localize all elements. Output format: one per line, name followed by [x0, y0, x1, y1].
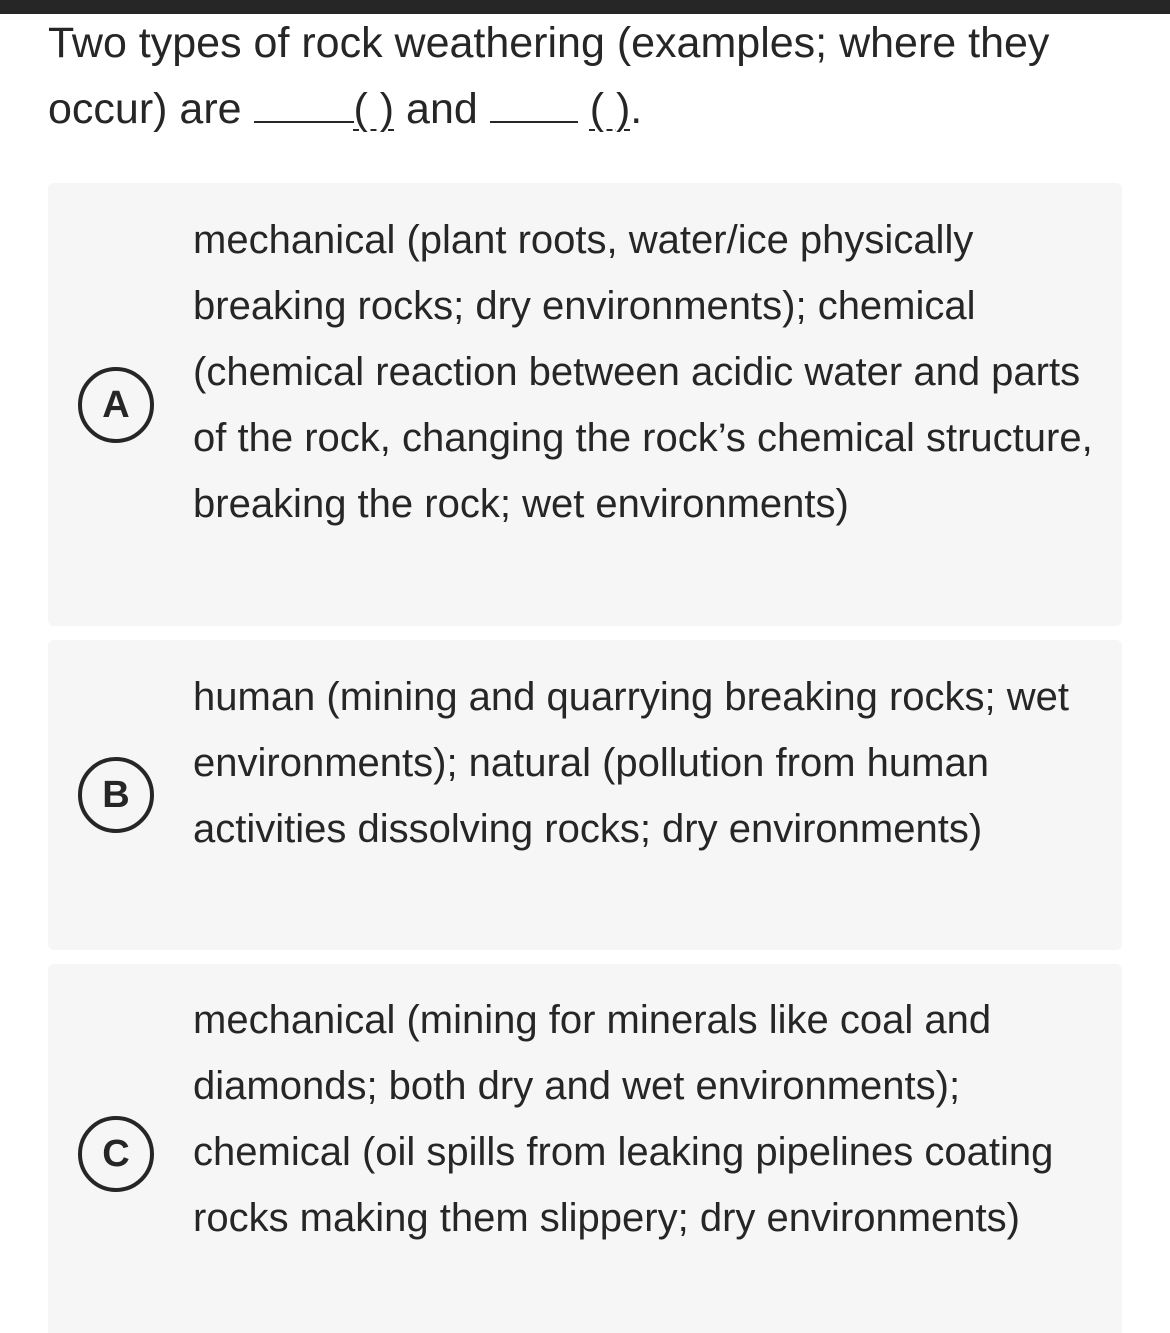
blank-2-paren: ( ) [589, 85, 631, 133]
blank-1-paren: ( ) [353, 85, 395, 133]
blank-2 [490, 91, 578, 123]
answer-option-c[interactable] [48, 964, 1122, 1333]
blank-1 [254, 91, 354, 123]
answer-option-a[interactable] [48, 183, 1122, 626]
question-mid: and [394, 85, 490, 133]
option-b-letter-badge: B [78, 757, 154, 833]
question-text [48, 10, 1138, 142]
option-c-text: mechanical (mining for minerals like coal and diamonds; both dry and wet environments); chemical (oil spills from leaking pipelines coating rocks making them slippery; dry environments) [193, 998, 1054, 1240]
question-part1: Two types of rock weathering (examples; where they occur) are [48, 19, 1050, 133]
option-a-letter-badge: A [78, 367, 154, 443]
question-end: . [630, 85, 643, 133]
option-a-text: mechanical (plant roots, water/ice physically breaking rocks; dry environments); chemical (chemical reaction between acidic water and parts of the rock, changing the rock’s chemical structure, breaking the rock; wet environments) [193, 218, 1093, 526]
option-b-text: human (mining and quarrying breaking rocks; wet environments); natural (pollution from human activities dissolving rocks; dry environments) [193, 675, 1069, 851]
option-c-letter-badge: C [78, 1116, 154, 1192]
answer-option-b[interactable] [48, 640, 1122, 950]
